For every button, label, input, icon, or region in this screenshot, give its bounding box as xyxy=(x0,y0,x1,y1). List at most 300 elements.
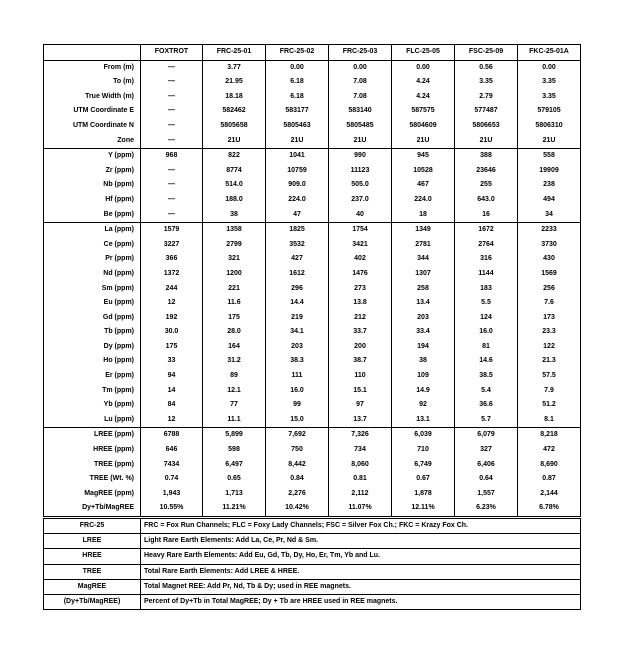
table-cell: 81 xyxy=(455,340,518,355)
table-cell: 14.4 xyxy=(266,296,329,311)
table-cell: 99 xyxy=(266,398,329,413)
table-row xyxy=(44,340,581,355)
table-cell: 110 xyxy=(329,369,392,384)
table-row xyxy=(44,458,581,473)
table-cell: 402 xyxy=(329,252,392,267)
row-label: MagREE (ppm) xyxy=(44,487,141,502)
table-cell: 344 xyxy=(392,252,455,267)
row-label: Dy+Tb/MagREE xyxy=(44,501,141,516)
table-cell: 646 xyxy=(141,443,203,458)
table-cell: — xyxy=(141,104,203,119)
table-cell: 200 xyxy=(329,340,392,355)
table-cell: 12 xyxy=(141,413,203,428)
table-cell: 14.6 xyxy=(455,354,518,369)
table-cell: 8,060 xyxy=(329,458,392,473)
table-cell: 321 xyxy=(203,252,266,267)
table-cell: 598 xyxy=(203,443,266,458)
table-cell: 183 xyxy=(455,282,518,297)
table-cell: 3.35 xyxy=(518,90,581,105)
table-cell: 6.78% xyxy=(518,501,581,516)
table-cell: 173 xyxy=(518,311,581,326)
table-cell: — xyxy=(141,193,203,208)
table-cell: 188.0 xyxy=(203,193,266,208)
table-cell: 5805485 xyxy=(329,119,392,134)
row-label: To (m) xyxy=(44,75,141,90)
table-cell: 19909 xyxy=(518,164,581,179)
assay-results-document xyxy=(43,44,580,610)
table-cell: 8,690 xyxy=(518,458,581,473)
table-cell: 6.18 xyxy=(266,75,329,90)
table-row xyxy=(44,208,581,223)
table-cell: 2799 xyxy=(203,238,266,253)
table-cell: 33.4 xyxy=(392,325,455,340)
table-cell: 5804609 xyxy=(392,119,455,134)
table-cell: 6788 xyxy=(141,428,203,443)
header-cell: FKC-25-01A xyxy=(518,45,581,61)
table-cell: — xyxy=(141,208,203,223)
table-cell: 89 xyxy=(203,369,266,384)
table-cell: 1307 xyxy=(392,267,455,282)
table-cell: 224.0 xyxy=(392,193,455,208)
legend-key: LREE xyxy=(44,534,141,549)
table-cell: 1,713 xyxy=(203,487,266,502)
table-cell: 1754 xyxy=(329,223,392,238)
table-cell: 2,112 xyxy=(329,487,392,502)
table-cell: — xyxy=(141,178,203,193)
table-row xyxy=(44,369,581,384)
table-cell: 203 xyxy=(266,340,329,355)
table-cell: 2233 xyxy=(518,223,581,238)
row-label: Er (ppm) xyxy=(44,369,141,384)
legend-description: Total Magnet REE: Add Pr, Nd, Tb & Dy; used in REE magnets. xyxy=(141,579,581,594)
table-cell: — xyxy=(141,60,203,75)
table-cell: 0.81 xyxy=(329,472,392,487)
table-cell: 430 xyxy=(518,252,581,267)
table-cell: 11.21% xyxy=(203,501,266,516)
table-cell: 0.00 xyxy=(266,60,329,75)
table-cell: 244 xyxy=(141,282,203,297)
table-cell: 192 xyxy=(141,311,203,326)
table-cell: 4.24 xyxy=(392,90,455,105)
table-cell: 3421 xyxy=(329,238,392,253)
table-cell: 296 xyxy=(266,282,329,297)
table-cell: 7.08 xyxy=(329,90,392,105)
legend-description: FRC = Fox Run Channels; FLC = Foxy Lady Channels; FSC = Silver Fox Ch.; FKC = Krazy Fox Ch. xyxy=(141,519,581,534)
header-cell: FRC-25-01 xyxy=(203,45,266,61)
table-cell: 8,218 xyxy=(518,428,581,443)
table-cell: 38.3 xyxy=(266,354,329,369)
legend-description: Total Rare Earth Elements: Add LREE & HREE. xyxy=(141,564,581,579)
table-cell: 0.64 xyxy=(455,472,518,487)
table-row xyxy=(44,104,581,119)
table-row xyxy=(44,413,581,428)
table-cell: 1579 xyxy=(141,223,203,238)
row-label: TREE (Wt. %) xyxy=(44,472,141,487)
table-cell: 5806653 xyxy=(455,119,518,134)
table-cell: 8,442 xyxy=(266,458,329,473)
table-cell: 14.9 xyxy=(392,384,455,399)
legend-row xyxy=(44,549,581,564)
table-row xyxy=(44,354,581,369)
legend-row xyxy=(44,519,581,534)
table-row xyxy=(44,472,581,487)
table-cell: 97 xyxy=(329,398,392,413)
table-cell: 94 xyxy=(141,369,203,384)
table-cell: 13.1 xyxy=(392,413,455,428)
table-cell: 15.1 xyxy=(329,384,392,399)
table-cell: 0.67 xyxy=(392,472,455,487)
table-row xyxy=(44,267,581,282)
table-cell: 34 xyxy=(518,208,581,223)
table-cell: 388 xyxy=(455,149,518,164)
table-cell: 1,557 xyxy=(455,487,518,502)
table-cell: 3227 xyxy=(141,238,203,253)
table-cell: 5.5 xyxy=(455,296,518,311)
table-cell: 7,692 xyxy=(266,428,329,443)
legend-key: HREE xyxy=(44,549,141,564)
row-label: UTM Coordinate E xyxy=(44,104,141,119)
table-cell: 583177 xyxy=(266,104,329,119)
table-cell: 3532 xyxy=(266,238,329,253)
table-cell: 12 xyxy=(141,296,203,311)
table-cell: 92 xyxy=(392,398,455,413)
table-cell: 21U xyxy=(329,134,392,149)
table-cell: 6,079 xyxy=(455,428,518,443)
table-cell: 33 xyxy=(141,354,203,369)
table-cell: 38.5 xyxy=(455,369,518,384)
table-cell: 3.35 xyxy=(518,75,581,90)
table-cell: 5806310 xyxy=(518,119,581,134)
table-row xyxy=(44,443,581,458)
table-cell: 5,899 xyxy=(203,428,266,443)
table-cell: 221 xyxy=(203,282,266,297)
legend-row xyxy=(44,564,581,579)
header-cell: FRC-25-02 xyxy=(266,45,329,61)
table-cell: 2781 xyxy=(392,238,455,253)
table-cell: 164 xyxy=(203,340,266,355)
row-label: From (m) xyxy=(44,60,141,75)
table-cell: 5.7 xyxy=(455,413,518,428)
row-label: Lu (ppm) xyxy=(44,413,141,428)
table-cell: 558 xyxy=(518,149,581,164)
table-row xyxy=(44,134,581,149)
row-label: Pr (ppm) xyxy=(44,252,141,267)
table-row xyxy=(44,296,581,311)
table-cell: 909.0 xyxy=(266,178,329,193)
legend-key: TREE xyxy=(44,564,141,579)
row-label: HREE (ppm) xyxy=(44,443,141,458)
table-cell: 710 xyxy=(392,443,455,458)
row-label: Zr (ppm) xyxy=(44,164,141,179)
legend-key: FRC-25 xyxy=(44,519,141,534)
table-row xyxy=(44,149,581,164)
row-label: Be (ppm) xyxy=(44,208,141,223)
table-cell: 38 xyxy=(203,208,266,223)
table-cell: 3.77 xyxy=(203,60,266,75)
table-cell: 1612 xyxy=(266,267,329,282)
header-cell xyxy=(44,45,141,61)
table-cell: 175 xyxy=(203,311,266,326)
table-cell: 23646 xyxy=(455,164,518,179)
table-cell: 10.55% xyxy=(141,501,203,516)
table-cell: 273 xyxy=(329,282,392,297)
table-row xyxy=(44,487,581,502)
legend-description: Percent of Dy+Tb in Total MagREE; Dy + Tb are HREE used in REE magnets. xyxy=(141,595,581,610)
row-label: Ho (ppm) xyxy=(44,354,141,369)
table-cell: 11123 xyxy=(329,164,392,179)
table-row xyxy=(44,119,581,134)
table-cell: 13.8 xyxy=(329,296,392,311)
table-cell: 6.18 xyxy=(266,90,329,105)
table-cell: 467 xyxy=(392,178,455,193)
table-cell: 111 xyxy=(266,369,329,384)
table-row xyxy=(44,90,581,105)
table-cell: 23.3 xyxy=(518,325,581,340)
table-cell: 2,276 xyxy=(266,487,329,502)
table-cell: 21U xyxy=(203,134,266,149)
table-cell: 14 xyxy=(141,384,203,399)
table-cell: 1372 xyxy=(141,267,203,282)
table-cell: 582462 xyxy=(203,104,266,119)
assay-results-table xyxy=(43,44,581,517)
legend-description: Light Rare Earth Elements: Add La, Ce, Pr, Nd & Sm. xyxy=(141,534,581,549)
table-row xyxy=(44,252,581,267)
table-cell: 11.1 xyxy=(203,413,266,428)
table-cell: 750 xyxy=(266,443,329,458)
table-cell: 10.42% xyxy=(266,501,329,516)
table-cell: 57.5 xyxy=(518,369,581,384)
table-cell: 38 xyxy=(392,354,455,369)
table-cell: 7.6 xyxy=(518,296,581,311)
table-cell: 6,039 xyxy=(392,428,455,443)
row-label: Tb (ppm) xyxy=(44,325,141,340)
row-label: Ce (ppm) xyxy=(44,238,141,253)
table-cell: 0.00 xyxy=(392,60,455,75)
legend-row xyxy=(44,579,581,594)
table-cell: 36.6 xyxy=(455,398,518,413)
legend-description: Heavy Rare Earth Elements: Add Eu, Gd, Tb, Dy, Ho, Er, Tm, Yb and Lu. xyxy=(141,549,581,564)
table-cell: 21U xyxy=(455,134,518,149)
table-cell: 6,497 xyxy=(203,458,266,473)
table-cell: 16.0 xyxy=(266,384,329,399)
table-cell: 51.2 xyxy=(518,398,581,413)
table-cell: 7434 xyxy=(141,458,203,473)
table-row xyxy=(44,282,581,297)
table-cell: 12.11% xyxy=(392,501,455,516)
table-cell: 21.3 xyxy=(518,354,581,369)
table-cell: 1349 xyxy=(392,223,455,238)
table-cell: 3730 xyxy=(518,238,581,253)
row-label: TREE (ppm) xyxy=(44,458,141,473)
row-label: LREE (ppm) xyxy=(44,428,141,443)
table-cell: 15.0 xyxy=(266,413,329,428)
row-label: Yb (ppm) xyxy=(44,398,141,413)
table-cell: 505.0 xyxy=(329,178,392,193)
table-cell: 77 xyxy=(203,398,266,413)
table-cell: 1,878 xyxy=(392,487,455,502)
table-header-row xyxy=(44,45,581,61)
table-cell: 28.0 xyxy=(203,325,266,340)
row-label: Y (ppm) xyxy=(44,149,141,164)
table-cell: 256 xyxy=(518,282,581,297)
table-cell: 1569 xyxy=(518,267,581,282)
table-cell: 1358 xyxy=(203,223,266,238)
table-row xyxy=(44,501,581,516)
table-cell: 587575 xyxy=(392,104,455,119)
table-cell: 258 xyxy=(392,282,455,297)
legend-row xyxy=(44,534,581,549)
table-cell: 124 xyxy=(455,311,518,326)
table-cell: — xyxy=(141,119,203,134)
row-label: La (ppm) xyxy=(44,223,141,238)
table-row xyxy=(44,164,581,179)
table-cell: 1200 xyxy=(203,267,266,282)
table-cell: 2,144 xyxy=(518,487,581,502)
header-cell: FLC-25-05 xyxy=(392,45,455,61)
table-cell: 224.0 xyxy=(266,193,329,208)
table-row xyxy=(44,60,581,75)
table-cell: 0.74 xyxy=(141,472,203,487)
table-row xyxy=(44,398,581,413)
table-cell: 11.6 xyxy=(203,296,266,311)
table-row xyxy=(44,193,581,208)
table-cell: 579105 xyxy=(518,104,581,119)
table-cell: 5.4 xyxy=(455,384,518,399)
table-cell: 237.0 xyxy=(329,193,392,208)
table-cell: 33.7 xyxy=(329,325,392,340)
table-cell: 643.0 xyxy=(455,193,518,208)
row-label: UTM Coordinate N xyxy=(44,119,141,134)
table-row xyxy=(44,178,581,193)
table-row xyxy=(44,384,581,399)
table-cell: — xyxy=(141,164,203,179)
table-cell: 8.1 xyxy=(518,413,581,428)
table-cell: 13.4 xyxy=(392,296,455,311)
table-cell: 47 xyxy=(266,208,329,223)
table-body xyxy=(44,60,581,516)
table-row xyxy=(44,311,581,326)
table-cell: 945 xyxy=(392,149,455,164)
table-cell: 577487 xyxy=(455,104,518,119)
table-cell: 6,749 xyxy=(392,458,455,473)
table-cell: 84 xyxy=(141,398,203,413)
table-cell: 1476 xyxy=(329,267,392,282)
table-cell: 7.08 xyxy=(329,75,392,90)
table-cell: 12.1 xyxy=(203,384,266,399)
table-cell: 583140 xyxy=(329,104,392,119)
table-cell: 194 xyxy=(392,340,455,355)
table-cell: 6,406 xyxy=(455,458,518,473)
table-row xyxy=(44,75,581,90)
table-cell: 0.84 xyxy=(266,472,329,487)
table-cell: 1,943 xyxy=(141,487,203,502)
table-cell: 1825 xyxy=(266,223,329,238)
table-cell: 11.07% xyxy=(329,501,392,516)
row-label: Gd (ppm) xyxy=(44,311,141,326)
table-cell: 5805658 xyxy=(203,119,266,134)
table-cell: — xyxy=(141,134,203,149)
table-cell: 8774 xyxy=(203,164,266,179)
row-label: Tm (ppm) xyxy=(44,384,141,399)
legend-key: (Dy+Tb/MagREE) xyxy=(44,595,141,610)
table-cell: 10759 xyxy=(266,164,329,179)
legend-row xyxy=(44,595,581,610)
row-label: Nd (ppm) xyxy=(44,267,141,282)
header-cell: FOXTROT xyxy=(141,45,203,61)
table-cell: 21U xyxy=(392,134,455,149)
table-cell: 21.95 xyxy=(203,75,266,90)
table-cell: 734 xyxy=(329,443,392,458)
table-cell: 18.18 xyxy=(203,90,266,105)
table-cell: 822 xyxy=(203,149,266,164)
row-label: Zone xyxy=(44,134,141,149)
table-cell: 122 xyxy=(518,340,581,355)
row-label: True Width (m) xyxy=(44,90,141,105)
table-cell: 2764 xyxy=(455,238,518,253)
table-cell: 7.9 xyxy=(518,384,581,399)
table-cell: 5805463 xyxy=(266,119,329,134)
header-cell: FSC-25-09 xyxy=(455,45,518,61)
table-cell: 7,326 xyxy=(329,428,392,443)
legend-key: MagREE xyxy=(44,579,141,594)
table-cell: 203 xyxy=(392,311,455,326)
table-cell: 21U xyxy=(518,134,581,149)
table-cell: 109 xyxy=(392,369,455,384)
table-cell: 175 xyxy=(141,340,203,355)
table-cell: 427 xyxy=(266,252,329,267)
table-row xyxy=(44,223,581,238)
table-cell: 16.0 xyxy=(455,325,518,340)
table-row xyxy=(44,238,581,253)
table-cell: 1672 xyxy=(455,223,518,238)
table-cell: 472 xyxy=(518,443,581,458)
table-cell: 212 xyxy=(329,311,392,326)
table-cell: 494 xyxy=(518,193,581,208)
row-label: Dy (ppm) xyxy=(44,340,141,355)
table-cell: 968 xyxy=(141,149,203,164)
table-row xyxy=(44,428,581,443)
table-cell: 30.0 xyxy=(141,325,203,340)
table-cell: 316 xyxy=(455,252,518,267)
row-label: Hf (ppm) xyxy=(44,193,141,208)
table-cell: — xyxy=(141,75,203,90)
table-cell: 238 xyxy=(518,178,581,193)
table-cell: 366 xyxy=(141,252,203,267)
table-cell: 18 xyxy=(392,208,455,223)
table-cell: 31.2 xyxy=(203,354,266,369)
table-cell: 40 xyxy=(329,208,392,223)
header-cell: FRC-25-03 xyxy=(329,45,392,61)
table-cell: 327 xyxy=(455,443,518,458)
table-row xyxy=(44,325,581,340)
table-cell: 1041 xyxy=(266,149,329,164)
table-cell: 255 xyxy=(455,178,518,193)
row-label: Nb (ppm) xyxy=(44,178,141,193)
table-cell: 0.87 xyxy=(518,472,581,487)
table-cell: 1144 xyxy=(455,267,518,282)
table-cell: 13.7 xyxy=(329,413,392,428)
table-cell: 0.56 xyxy=(455,60,518,75)
table-cell: 990 xyxy=(329,149,392,164)
table-cell: 4.24 xyxy=(392,75,455,90)
table-cell: — xyxy=(141,90,203,105)
table-cell: 34.1 xyxy=(266,325,329,340)
table-cell: 0.00 xyxy=(329,60,392,75)
row-label: Sm (ppm) xyxy=(44,282,141,297)
table-cell: 0.65 xyxy=(203,472,266,487)
table-cell: 16 xyxy=(455,208,518,223)
table-cell: 3.35 xyxy=(455,75,518,90)
